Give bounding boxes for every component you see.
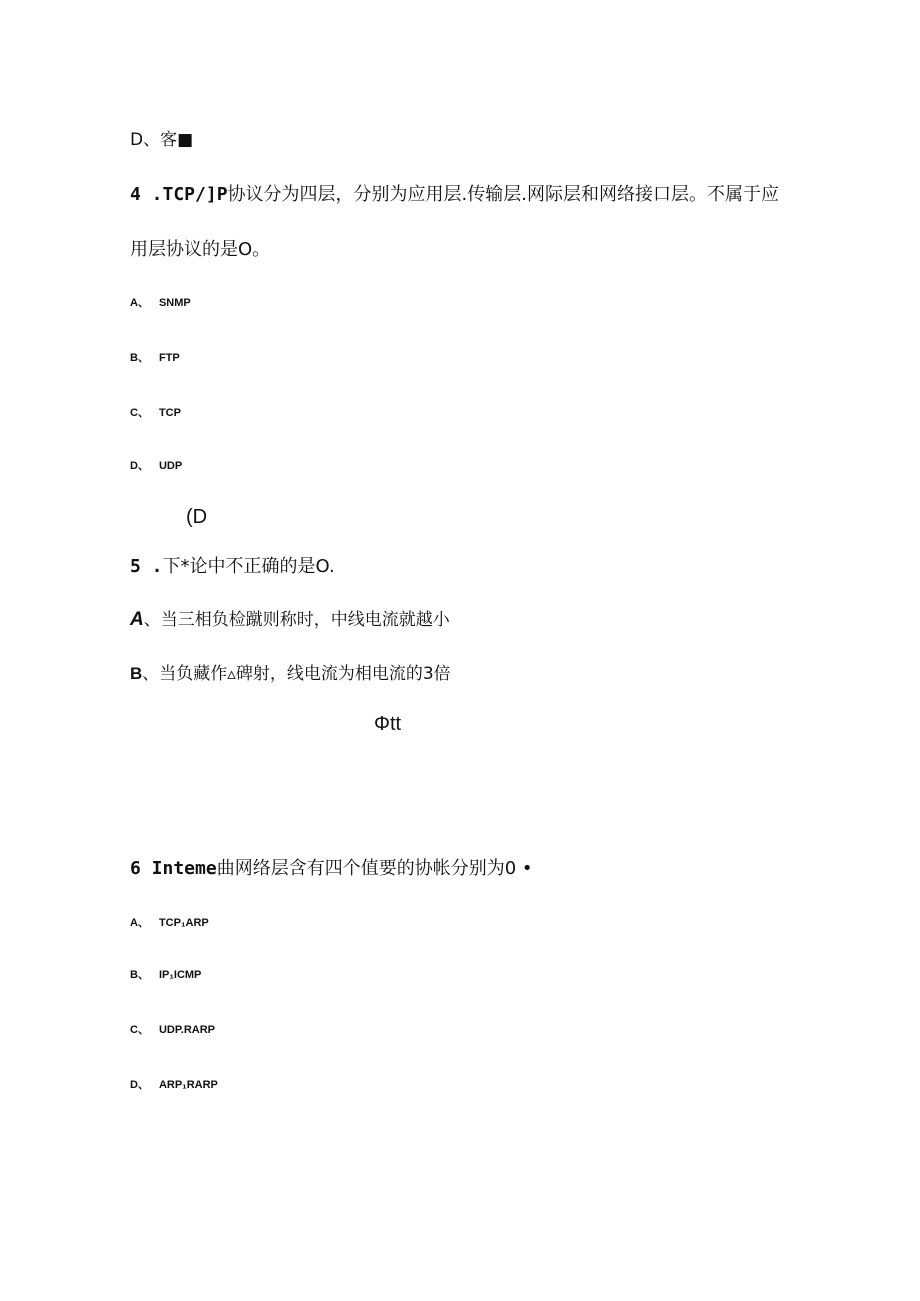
option-label: A xyxy=(130,609,144,630)
option-value: SNMP xyxy=(158,297,191,309)
question-4-text-line-2: 用层协议的是O。 xyxy=(130,239,271,260)
option-label: D、 xyxy=(130,460,149,472)
question-6-number: 6 Inteme xyxy=(130,858,217,879)
option-value: IP₁ICMP xyxy=(158,969,202,981)
option-value: ARP₁RARP xyxy=(158,1079,218,1091)
question-5-number: 5 . xyxy=(130,556,163,577)
question-4-line-2 xyxy=(130,241,270,259)
question-4-option-c xyxy=(130,408,181,419)
option-label: C、 xyxy=(130,407,149,419)
question-6-line xyxy=(130,860,533,878)
option-value: 、当负藏作▵碑射，线电流为相电流的3倍 xyxy=(142,664,451,684)
option-label: C、 xyxy=(130,1024,149,1036)
question-5-text: 下*论中不正确的是O. xyxy=(162,556,335,577)
question-4-line-1 xyxy=(130,186,779,204)
stray-text xyxy=(374,714,401,734)
option-value: TCP xyxy=(158,407,181,419)
prev-option-d-text: D、客■ xyxy=(130,130,194,150)
option-value: FTP xyxy=(158,352,180,364)
question-6-option-d xyxy=(130,1080,218,1091)
answer-text: (D xyxy=(186,506,208,528)
option-label: A、 xyxy=(130,917,149,929)
question-5-line xyxy=(130,558,335,576)
question-5-option-b xyxy=(130,665,451,683)
option-value: 、当三相负检蹴则称时，中线电流就越小 xyxy=(143,610,450,630)
stray-text-value: Φtt xyxy=(374,713,402,735)
question-6-option-b xyxy=(130,970,201,981)
question-4-option-d xyxy=(130,461,182,472)
option-value: TCP₁ARP xyxy=(158,917,209,929)
option-label: B xyxy=(130,664,143,683)
option-label: B、 xyxy=(130,352,149,364)
option-label: D、 xyxy=(130,1079,149,1091)
question-4-text-line-1: 协议分为四层，分别为应用层.传输层.网际层和网络接口层。不属于应 xyxy=(227,184,779,205)
question-4-option-a xyxy=(130,298,191,309)
option-value: UDP xyxy=(158,460,183,472)
option-value: UDP.RARP xyxy=(158,1024,215,1036)
question-6-text: 曲网络层含有四个值要的协帐分别为0 • xyxy=(216,858,533,879)
option-label: B、 xyxy=(130,969,149,981)
question-6-option-c xyxy=(130,1025,215,1036)
question-6-option-a xyxy=(130,918,209,929)
question-5-option-a xyxy=(130,610,450,629)
question-4-answer xyxy=(186,507,207,527)
option-label: A、 xyxy=(130,297,149,309)
question-4-number: 4 .TCP/]P xyxy=(130,184,228,205)
question-4-option-b xyxy=(130,353,180,364)
prev-option-d xyxy=(130,132,193,149)
